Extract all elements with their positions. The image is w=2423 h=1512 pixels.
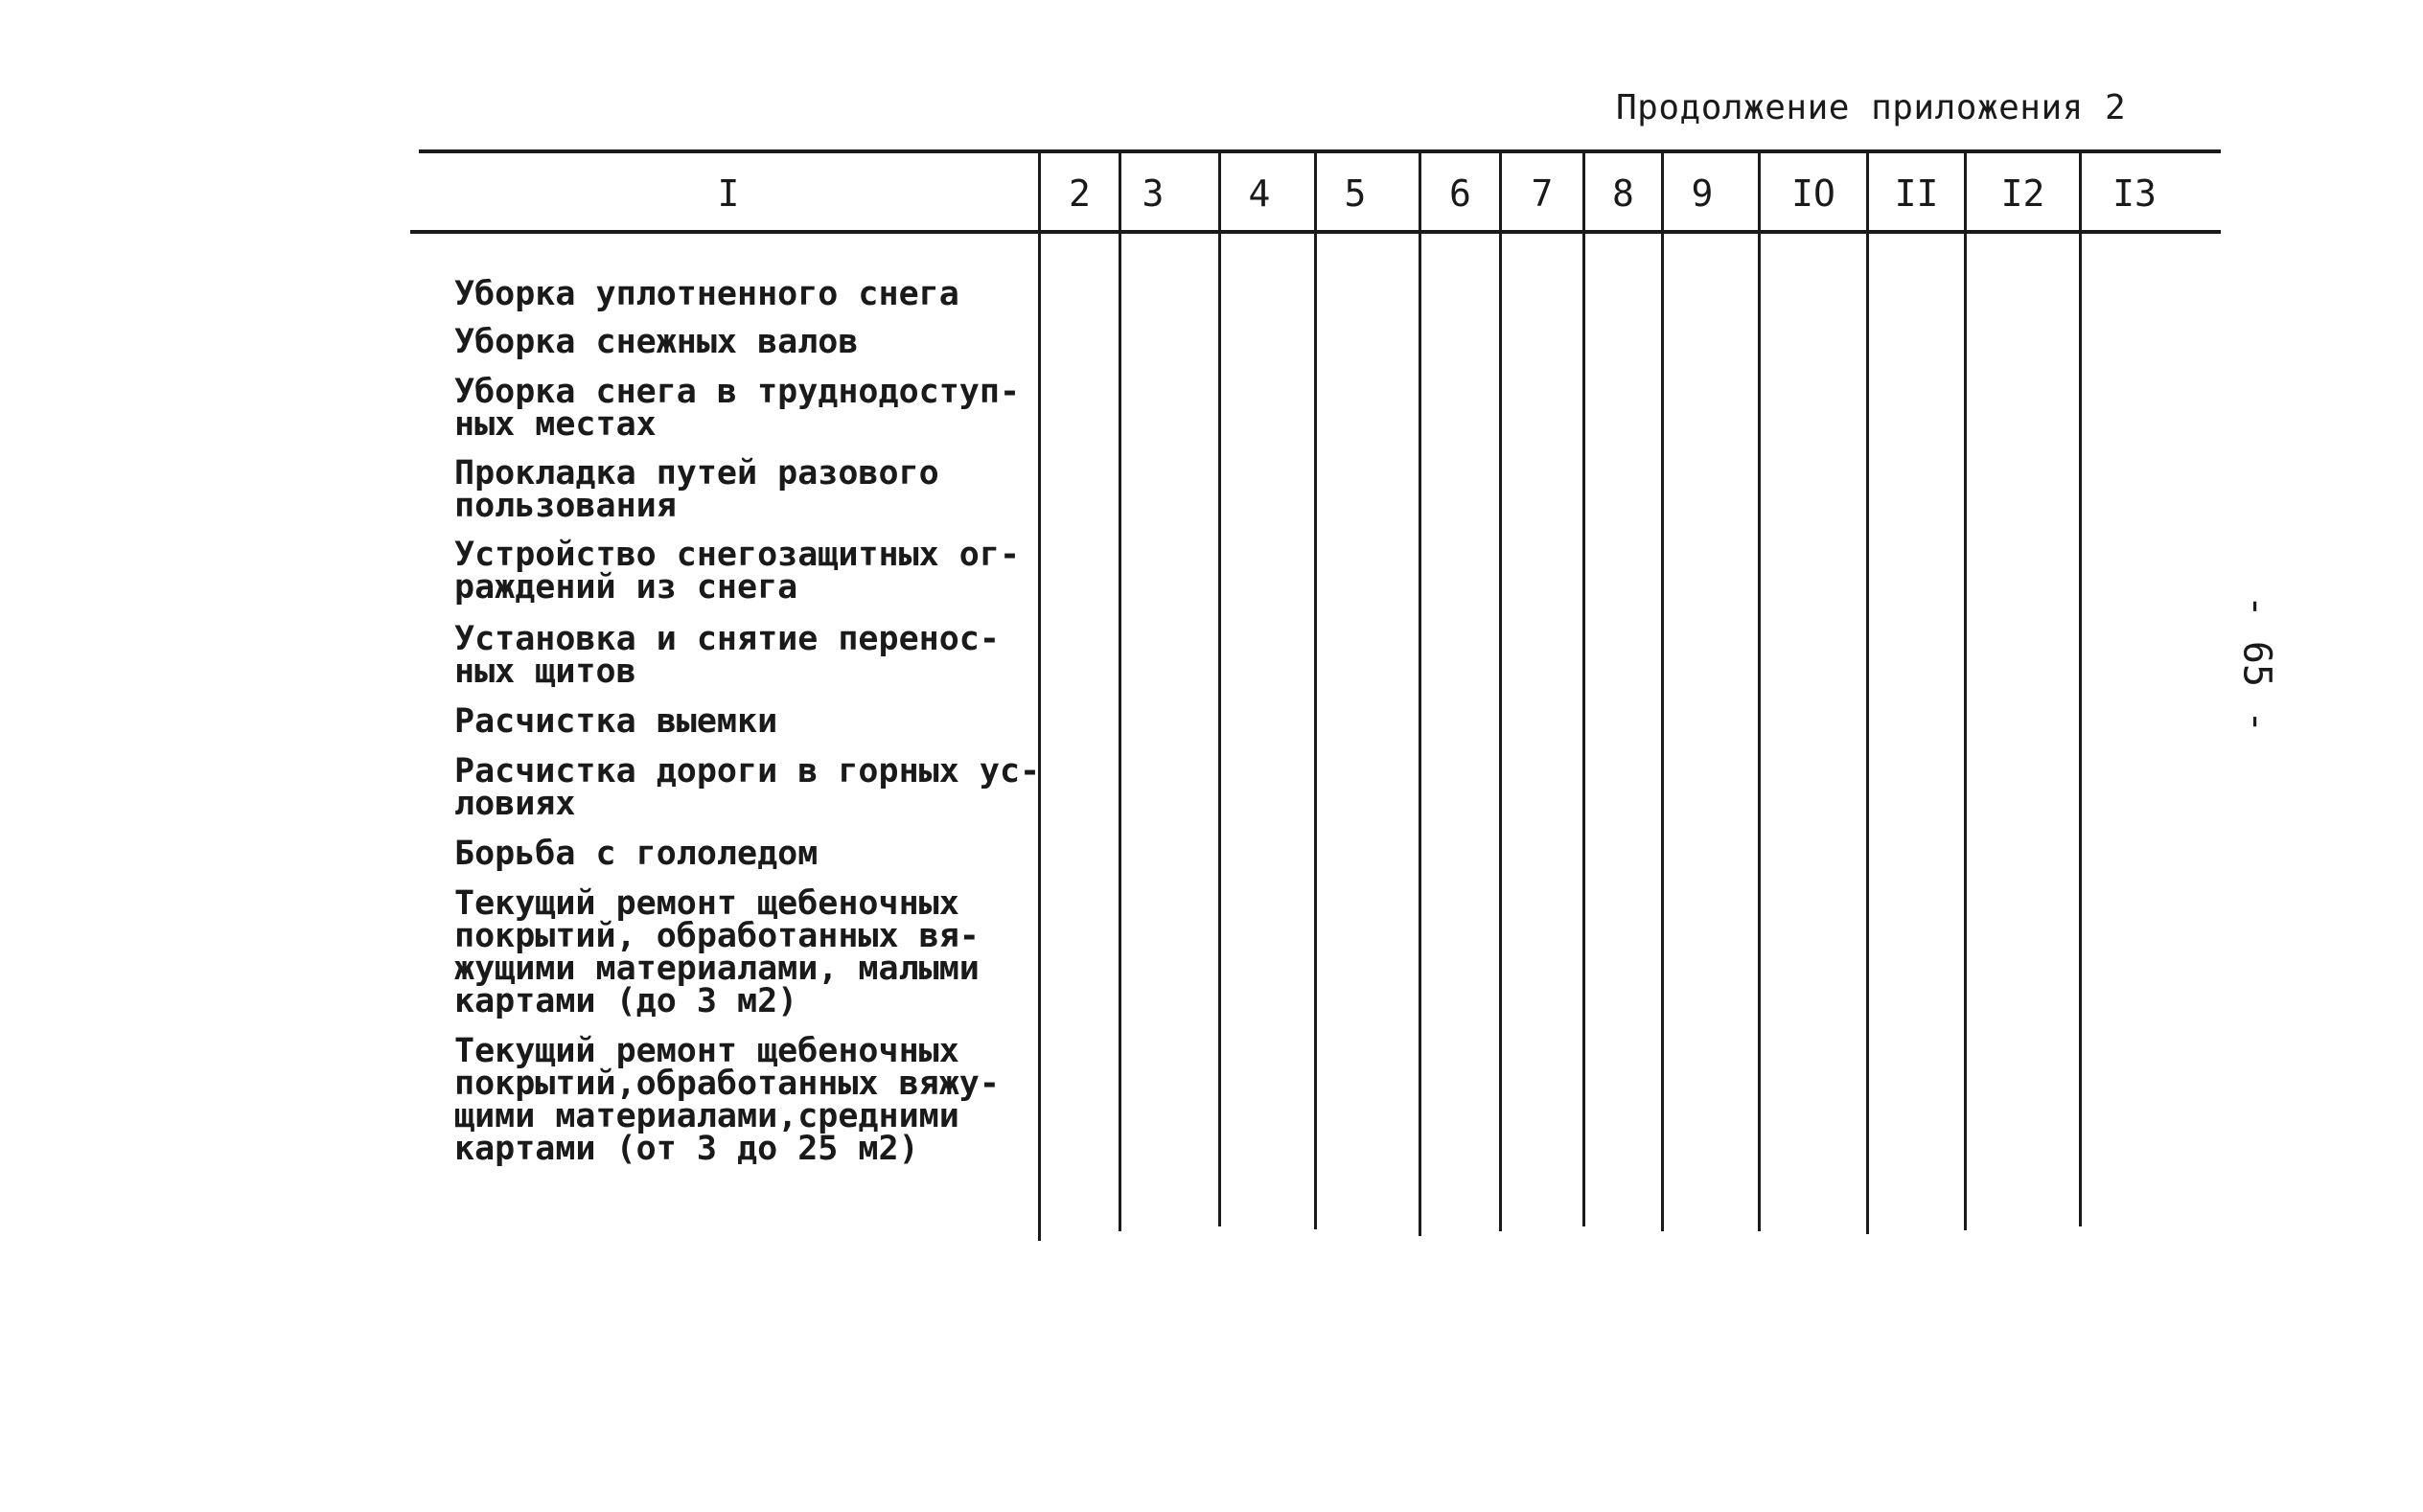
table-row-label: Установка и снятие перенос- ных щитов: [454, 620, 1000, 691]
column-divider: [1582, 153, 1585, 1226]
column-divider: [2079, 153, 2082, 1226]
column-header: 4: [1248, 172, 1271, 215]
table-row-label: Текущий ремонт щебеночных покрытий,обработанных вяжу- щими материалами,средними картами (от 3 до 25 м2): [454, 1032, 1000, 1168]
table-row-label: Уборка уплотненного снега: [454, 275, 959, 313]
table-top-rule: [419, 149, 2221, 153]
column-header: 7: [1531, 172, 1554, 215]
table-row-label: Прокладка путей разового пользования: [454, 454, 939, 525]
column-divider: [1758, 153, 1761, 1231]
table-row-label: Уборка снега в труднодоступ- ных местах: [454, 373, 1021, 444]
column-header: 3: [1142, 172, 1165, 215]
continuation-caption: Продолжение приложения 2: [1616, 88, 2127, 127]
column-header: I: [717, 172, 740, 215]
column-divider: [1419, 153, 1421, 1236]
column-divider: [1866, 153, 1869, 1234]
column-header: 5: [1344, 172, 1367, 215]
table-row-label: Текущий ремонт щебеночных покрытий, обработанных вя- жущими материалами, малыми картами (до 3 м2): [454, 884, 980, 1020]
table-row-label: Борьба с гололедом: [454, 835, 819, 873]
column-header: IO: [1791, 172, 1835, 215]
column-header: I2: [2000, 172, 2045, 215]
column-divider: [1499, 153, 1502, 1231]
column-divider: [1661, 153, 1664, 1231]
column-divider: [1314, 153, 1317, 1229]
column-header: II: [1894, 172, 1939, 215]
column-divider: [1964, 153, 1967, 1230]
table-row-label: Уборка снежных валов: [454, 323, 859, 361]
column-divider: [1119, 153, 1121, 1231]
page-number: - 65 -: [2234, 594, 2279, 734]
column-header: 2: [1069, 172, 1091, 215]
table-row-label: Расчистка выемки: [454, 702, 778, 741]
column-divider: [1218, 153, 1221, 1226]
column-header: 9: [1691, 172, 1714, 215]
column-header: 8: [1612, 172, 1634, 215]
column-header: 6: [1449, 172, 1471, 215]
table-row-label: Расчистка дороги в горных ус- ловиях: [454, 752, 1041, 823]
column-header: I3: [2112, 172, 2157, 215]
table-row-label: Устройство снегозащитных ог- раждений из снега: [454, 536, 1021, 607]
